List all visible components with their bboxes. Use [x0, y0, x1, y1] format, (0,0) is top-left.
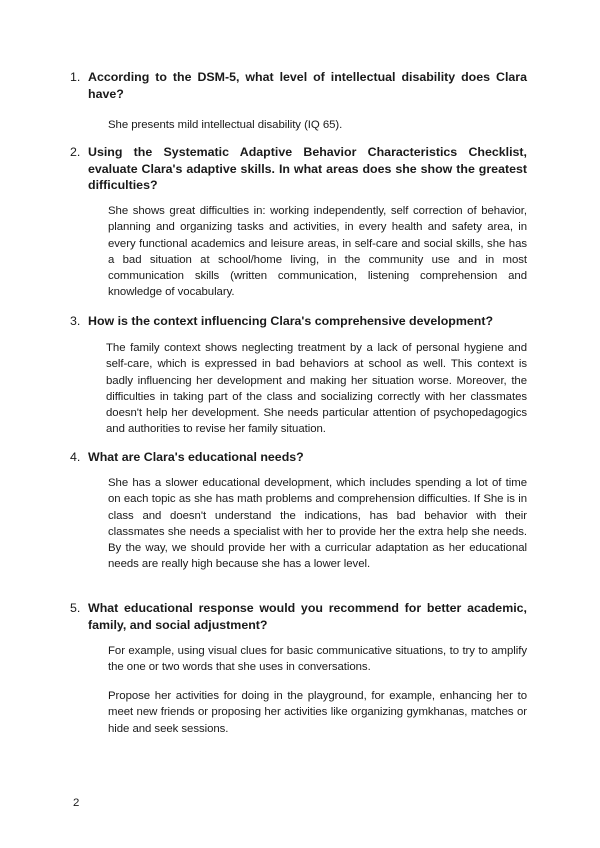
question-number: 4. [70, 450, 81, 464]
question-3 [70, 313, 527, 330]
question-1 [70, 69, 527, 102]
question-text: According to the DSM-5, what level of intellectual disability does Clara have? [88, 70, 527, 101]
question-number: 1. [70, 70, 81, 84]
question-4 [70, 449, 527, 466]
answer-4: She has a slower educational development, which includes spending a lot of time on each topic as she has math problems and comprehension difficulties. If She is in class and doesn't understand the indications, has bad behavior with their classmates she needs a specialist with her to provide her the extra help she needs. By the way, we should provide her with a curricular adaptation as her educational needs are really high because she has a lower level. [108, 477, 527, 571]
answer-3: The family context shows neglecting treatment by a lack of personal hygiene and self-care, which is expressed in bad behaviors at school as well. This context is badly influencing her development and making her situation worse. Moreover, the difficulties in taking part of the class and socializing correctly with her classmates doesn't help her development. She needs particular attention of psychopedagogics and authorities to revise her family situation. [106, 342, 527, 436]
page-number: 2 [73, 797, 80, 809]
question-text: What are Clara's educational needs? [88, 450, 304, 464]
question-text: How is the context influencing Clara's comprehensive development? [88, 314, 494, 328]
question-2 [70, 144, 527, 194]
question-number: 3. [70, 314, 81, 328]
answer-5-paragraph-1: For example, using visual clues for basic communicative situations, to try to amplify the one or two words that she uses in conversations. [108, 645, 527, 674]
answer-5-paragraph-2: Propose her activities for doing in the playground, for example, enhancing her to meet new friends or proposing her activities like organizing gymkhanas, matches or hide and seek sessions. [108, 690, 527, 735]
question-number: 2. [70, 145, 81, 159]
question-text: Using the Systematic Adaptive Behavior Characteristics Checklist, evaluate Clara's adaptive skills. In what areas does she show the greatest difficulties? [88, 145, 527, 193]
question-number: 5. [70, 601, 81, 615]
answer-2: She shows great difficulties in: working independently, self correction of behavior, planning and organizing tasks and activities, in every health and safety area, in every functional academics and leisure areas, in self-care and social skills, she has a bad situation at school/home living, in the community use and in most communication skills (written communication, listening comprehension and knowledge of vocabulary. [108, 205, 527, 299]
question-5 [70, 600, 527, 633]
answer-1: She presents mild intellectual disability (IQ 65). [108, 119, 343, 131]
question-text: What educational response would you recommend for better academic, family, and social adjustment? [88, 601, 527, 632]
